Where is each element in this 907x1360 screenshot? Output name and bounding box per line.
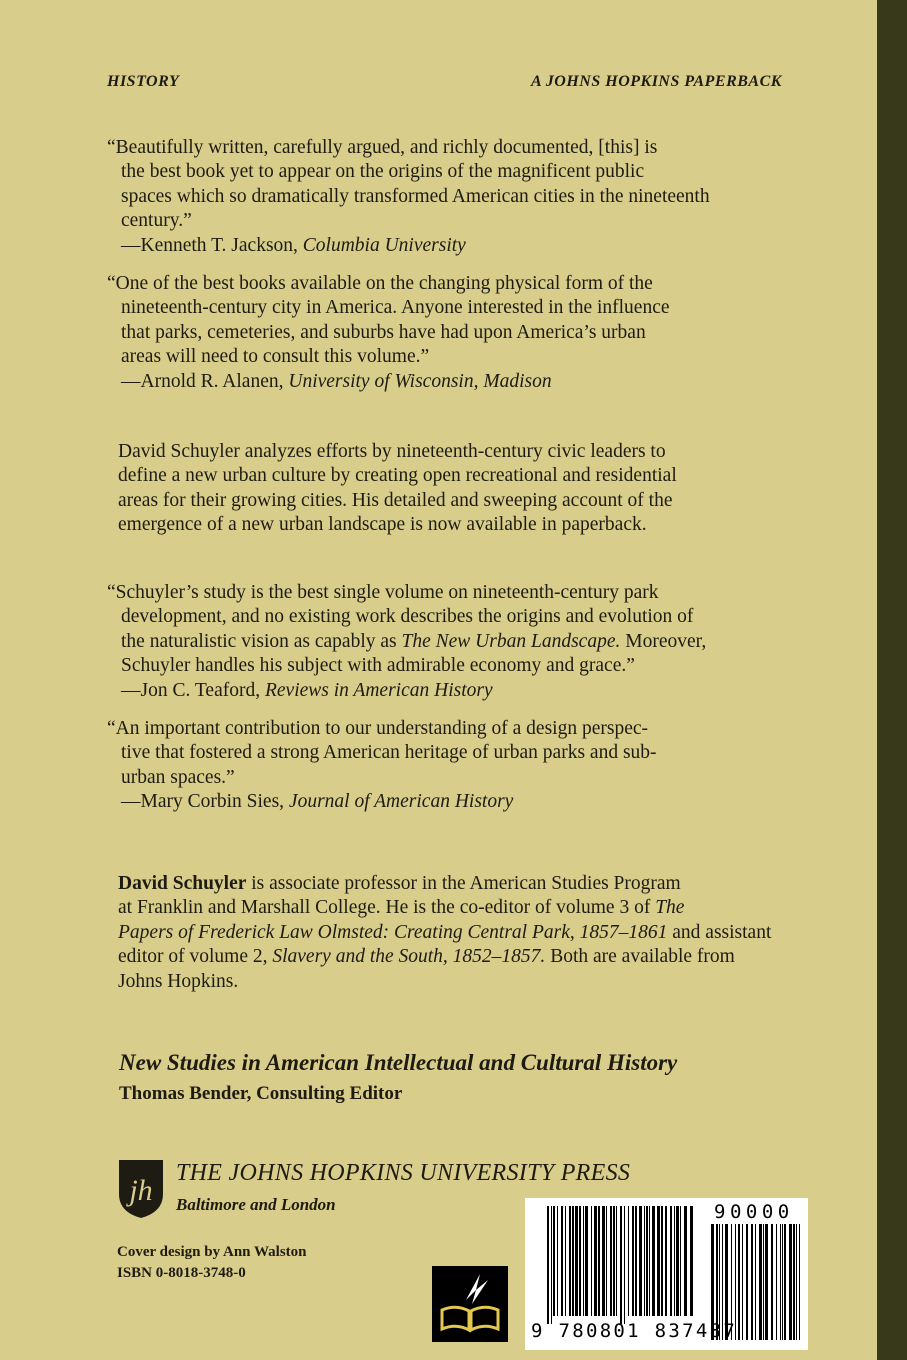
barcode-bar [635, 1206, 637, 1316]
barcode-bar [776, 1224, 777, 1340]
quote-teaford [107, 581, 812, 703]
barcode-bar [646, 1206, 648, 1316]
press-city: Baltimore and London [176, 1195, 336, 1214]
barcode-bar [782, 1224, 783, 1340]
cover-credit: Cover design by Ann Walston [117, 1244, 307, 1260]
press-shield-logo-icon [117, 1158, 165, 1220]
barcode-bar [572, 1206, 574, 1316]
barcode-bar [602, 1206, 605, 1316]
barcode-bar [613, 1206, 615, 1316]
barcode-bar [676, 1206, 679, 1316]
barcode-bar [751, 1224, 753, 1340]
barcode-bar [606, 1206, 607, 1316]
barcode-bar [789, 1224, 792, 1340]
svg-text:jh: jh [129, 1174, 153, 1207]
barcode-bar [644, 1206, 645, 1316]
barcode-bar [594, 1206, 597, 1316]
barcode-bar [551, 1206, 552, 1324]
barcode-bar [649, 1206, 650, 1316]
series-editor: Thomas Bender, Consulting Editor [119, 1083, 403, 1104]
barcode-bar [755, 1224, 756, 1340]
quote-jackson [107, 136, 812, 258]
barcode-bar [684, 1206, 687, 1316]
category-label: HISTORY [107, 73, 180, 90]
barcode-bar [553, 1206, 555, 1316]
barcode-bar [639, 1206, 642, 1316]
spine-strip [877, 0, 907, 1360]
barcode-bar [585, 1206, 588, 1316]
press-name: THE JOHNS HOPKINS UNIVERSITY PRESS [176, 1160, 631, 1186]
barcode-bar [793, 1224, 795, 1340]
author-bio: David Schuyler is associate professor in the American Studies Program at Franklin and Marshall College. He is the co-editor of volume 3 of The Papers of Frederick Law Olmsted: Creating Central Park, 1857–1861 and assistant editor of volume 2, Slavery and the South, 1852–1857. Both are available from Johns Hopkins. [118, 873, 772, 992]
isbn: ISBN 0-8018-3748-0 [117, 1265, 246, 1281]
ean-number: 9 780801 837487 [531, 1320, 738, 1342]
barcode-bar [628, 1206, 629, 1316]
barcode-bar [565, 1206, 566, 1316]
barcode-bar [771, 1224, 773, 1340]
barcode-bar [579, 1206, 581, 1316]
barcode-bar [652, 1206, 655, 1316]
book-description: David Schuyler analyzes efforts by nineteenth-century civic leaders to define a new urban culture by creating open recreational and residential areas for their growing cities. His detailed and sweeping account of the emergence of a new urban landscape is now available in paperback. [118, 441, 677, 536]
barcode-bar [610, 1206, 612, 1316]
barcode-bar [591, 1206, 592, 1316]
quote-text: “Schuyler’s study is the best single volume on nineteenth-century park development, and no existing work describes the origins and evolution of the naturalistic vision as capably as The New Urban Landscape. Moreover, Schuyler handles his subject with admirable economy and grace.” [107, 582, 707, 677]
barcode-bar [575, 1206, 578, 1316]
barcode-bar [780, 1224, 781, 1340]
addon-number: 90000 [714, 1201, 794, 1223]
paperback-label: A JOHNS HOPKINS PAPERBACK [531, 73, 782, 90]
quote-attribution: —Jon C. Teaford, Reviews in American History [121, 679, 493, 701]
isbn-barcode [525, 1198, 808, 1350]
barcode-bar [632, 1206, 634, 1316]
barcode-bar [670, 1206, 672, 1316]
barcode-bar [674, 1206, 675, 1316]
barcode-bar [799, 1224, 800, 1340]
barcode-bar [746, 1224, 748, 1340]
quote-attribution: —Arnold R. Alanen, University of Wisconsin, Madison [121, 370, 552, 392]
barcode-bar [616, 1206, 617, 1316]
barcode-bar [547, 1206, 549, 1324]
quote-text: “One of the best books available on the changing physical form of the nineteenth-century city in America. Anyone interested in the influence that parks, cemeteries, and suburbs have had upon America’s urban areas will need to consult this volume.” [107, 273, 670, 368]
series-title: New Studies in American Intellectual and Cultural History [119, 1050, 678, 1075]
quote-text: “An important contribution to our understanding of a design perspec- tive that fostered a strong American heritage of urban parks and sub- urban spaces.” [107, 718, 657, 788]
barcode-bar [557, 1206, 558, 1316]
barcode-bar [763, 1224, 764, 1340]
barcode-bar [690, 1206, 693, 1316]
barcode-bar [561, 1206, 563, 1316]
barcode-bar [765, 1224, 768, 1340]
barcode-bar [624, 1206, 625, 1324]
quote-attribution: —Mary Corbin Sies, Journal of American History [121, 791, 514, 813]
barcode-bar [784, 1224, 786, 1340]
quote-alanen [107, 272, 812, 394]
barcode-bar [620, 1206, 622, 1324]
barcode-bar [598, 1206, 600, 1316]
quote-sies [107, 717, 812, 815]
barcode-bar [738, 1224, 740, 1340]
barcode-bar [742, 1224, 743, 1340]
barcode-bar [796, 1224, 797, 1340]
barcode-bar [583, 1206, 584, 1316]
barcode-bar [569, 1206, 571, 1316]
barcode-bar [657, 1206, 660, 1316]
barcode-bar [759, 1224, 762, 1340]
open-book-icon [432, 1266, 508, 1342]
credits [117, 1242, 307, 1284]
quote-attribution: —Kenneth T. Jackson, Columbia University [121, 234, 466, 256]
barcode-bar [661, 1206, 663, 1316]
barcode-bar [680, 1206, 681, 1316]
barcode-bar [665, 1206, 667, 1316]
quote-text: “Beautifully written, carefully argued, and richly documented, [this] is the best book yet to appear on the origins of the magnificent public spaces which so dramatically transformed American cities in the nineteenth century.” [107, 137, 710, 232]
